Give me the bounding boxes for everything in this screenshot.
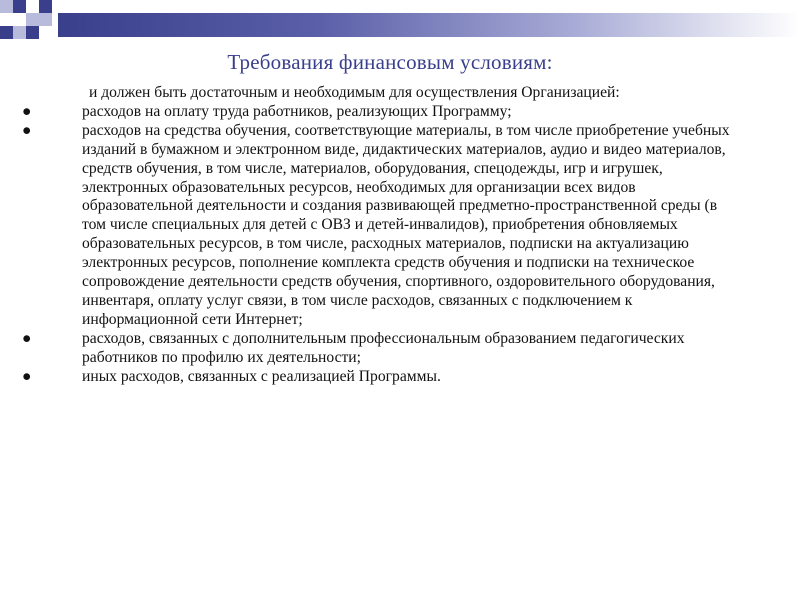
deco-square — [13, 26, 26, 39]
deco-square — [13, 0, 26, 13]
list-item: ● расходов, связанных с дополнительным профессиональным образованием педагогических работников по профилю их деятельности; — [22, 329, 685, 366]
deco-square — [0, 0, 13, 13]
list-item: ● расходов на средства обучения, соответствующие материалы, в том числе приобретение учебных изданий в бумажном и электронном виде, дидактических материалов, аудио и видео материалов, средств обучения, в том числе, материалов, оборудования, спецодежды, игр и игрушек, электронных образовательных ресурсов, необходимых для организации всех видов образовательной деятельности и создания развивающей предметно-пространственной среды (в том числе специальных для детей с ОВЗ и детей-инвалидов), приобретения обновляемых образовательных ресурсов, в том числе, расходных материалов, подписки на актуализацию электронных ресурсов, пополнение комплекта средств обучения и подписки на техническое сопровождение деятельности средств обучения, спортивного, оздоровительного оборудования, инвентаря, оплату услуг связи, в том числе расходов, связанных с подключением к информационной сети Интернет; — [22, 121, 730, 328]
top-gradient-band — [58, 13, 800, 37]
deco-square — [0, 26, 13, 39]
list-item: ● иных расходов, связанных с реализацией Программы. — [22, 367, 441, 385]
list-item-text: расходов, связанных с дополнительным профессиональным образованием педагогических работников по профилю их деятельности; — [82, 329, 685, 366]
deco-square — [26, 13, 39, 26]
slide-body — [22, 84, 742, 387]
list-item-text: иных расходов, связанных с реализацией Программы. — [82, 367, 441, 385]
intro-text: и должен быть достаточным и необходимым для осуществления Организацией: — [89, 84, 620, 101]
list-item: ● расходов на оплату труда работников, реализующих Программу; — [22, 102, 512, 120]
deco-square — [26, 26, 39, 39]
slide-title: Требования финансовым условиям: — [227, 50, 553, 74]
list-item-text: расходов на средства обучения, соответствующие материалы, в том числе приобретение учебных изданий в бумажном и электронном виде, дидактических материалов, аудио и видео материалов, средств обучения, в том числе, материалов, оборудования, спецодежды, игр и игрушек, электронных образовательных ресурсов, необходимых для организации всех видов образовательной деятельности и создания развивающей предметно-пространственной среды (в том числе специальных для детей с ОВЗ и детей-инвалидов), приобретения обновляемых образовательных ресурсов, в том числе, расходных материалов, подписки на актуализацию электронных ресурсов, пополнение комплекта средств обучения и подписки на техническое сопровождение деятельности средств обучения, спортивного, оздоровительного оборудования, инвентаря, оплату услуг связи, в том числе расходов, связанных с подключением к информационной сети Интернет; — [82, 121, 730, 328]
deco-square — [39, 0, 52, 13]
deco-square — [39, 13, 52, 26]
list-item-text: расходов на оплату труда работников, реализующих Программу; — [82, 102, 512, 120]
